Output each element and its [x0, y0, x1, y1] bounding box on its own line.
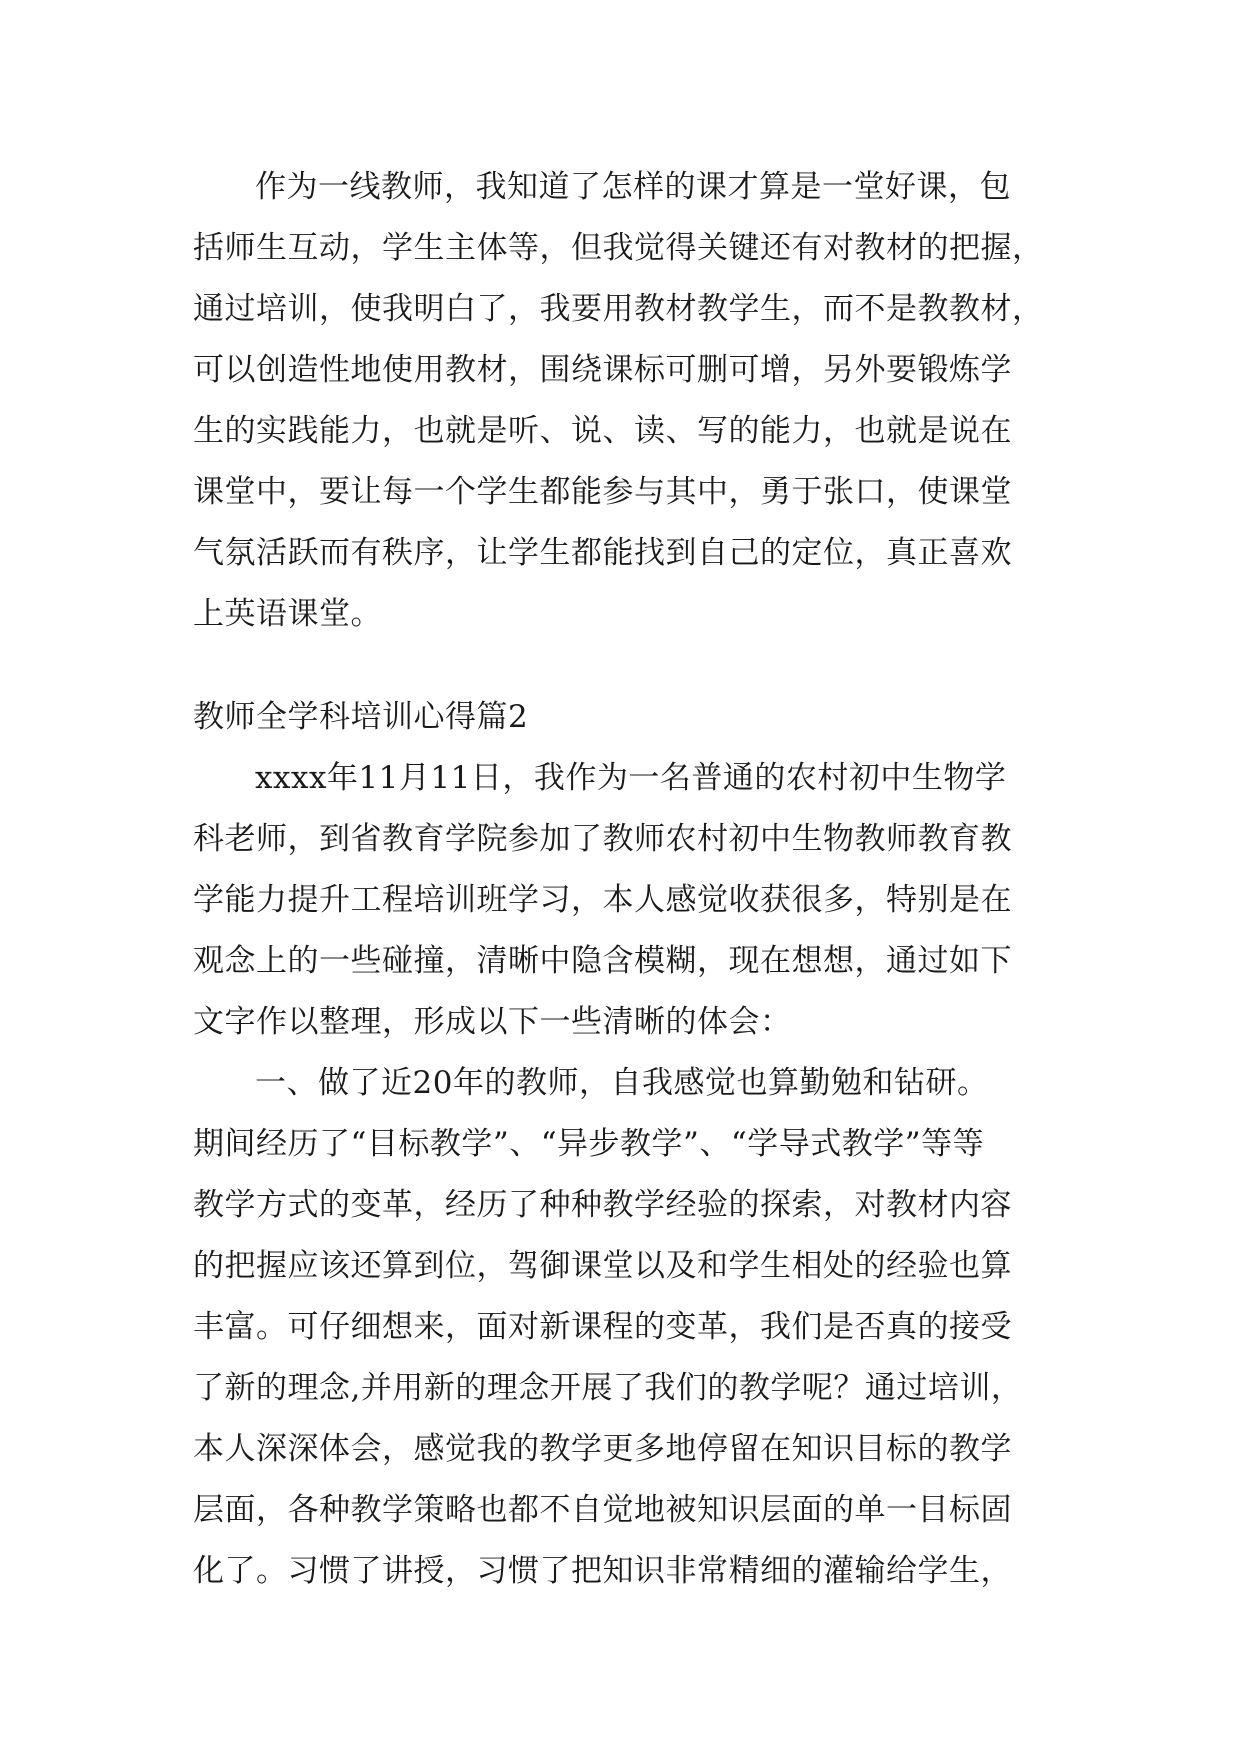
text-line: 化了。习惯了讲授，习惯了把知识非常精细的灌输给学生，: [193, 1553, 1012, 1589]
text-line: 本人深深体会，感觉我的教学更多地停留在知识目标的教学: [193, 1431, 1012, 1467]
text-line: 可以创造性地使用教材，围绕课标可删可增，另外要锻炼学: [193, 352, 1012, 388]
text-line: 丰富。可仔细想来，面对新课程的变革，我们是否真的接受: [193, 1309, 1012, 1345]
text-line: 了新的理念,并用新的理念开展了我们的教学呢？通过培训，: [193, 1370, 1023, 1406]
text-line: 科老师，到省教育学院参加了教师农村初中生物教师教育教: [193, 821, 1012, 857]
text-line: 文字作以整理，形成以下一些清晰的体会：: [193, 1004, 792, 1040]
text-line: 气氛活跃而有秩序，让学生都能找到自己的定位，真正喜欢: [193, 535, 1012, 571]
text-line: 上英语课堂。: [193, 596, 382, 632]
text-line: 的把握应该还算到位，驾御课堂以及和学生相处的经验也算: [193, 1248, 1012, 1284]
text-line: 观念上的一些碰撞，清晰中隐含模糊，现在想想，通过如下: [193, 943, 1012, 979]
text-line: 括师生互动，学生主体等，但我觉得关键还有对教材的把握，: [193, 230, 1044, 266]
text-line: 教学方式的变革，经历了种种教学经验的探索，对教材内容: [193, 1187, 1012, 1223]
paragraph-2-and-3: [193, 748, 1053, 1602]
text-line: xxxx年11月11日，我作为一名普通的农村初中生物学: [255, 760, 1007, 796]
text-line: 层面，各种教学策略也都不自觉地被知识层面的单一目标固: [193, 1492, 1012, 1528]
section-heading: [193, 687, 1053, 748]
text-line: 课堂中，要让每一个学生都能参与其中，勇于张口，使课堂: [193, 474, 1012, 510]
text-line: 一、做了近20年的教师，自我感觉也算勤勉和钻研。: [255, 1065, 989, 1101]
paragraph-1: [193, 157, 1053, 645]
text-line: 通过培训，使我明白了，我要用教材教学生，而不是教教材，: [193, 291, 1044, 327]
heading-text: 教师全学科培训心得篇2: [193, 699, 529, 735]
text-line: 作为一线教师，我知道了怎样的课才算是一堂好课，包: [255, 169, 1011, 205]
text-line: 期间经历了“目标教学”、“异步教学”、“学导式教学”等等: [193, 1126, 985, 1162]
text-line: 学能力提升工程培训班学习，本人感觉收获很多，特别是在: [193, 882, 1012, 918]
text-line: 生的实践能力，也就是听、说、读、写的能力，也就是说在: [193, 413, 1012, 449]
